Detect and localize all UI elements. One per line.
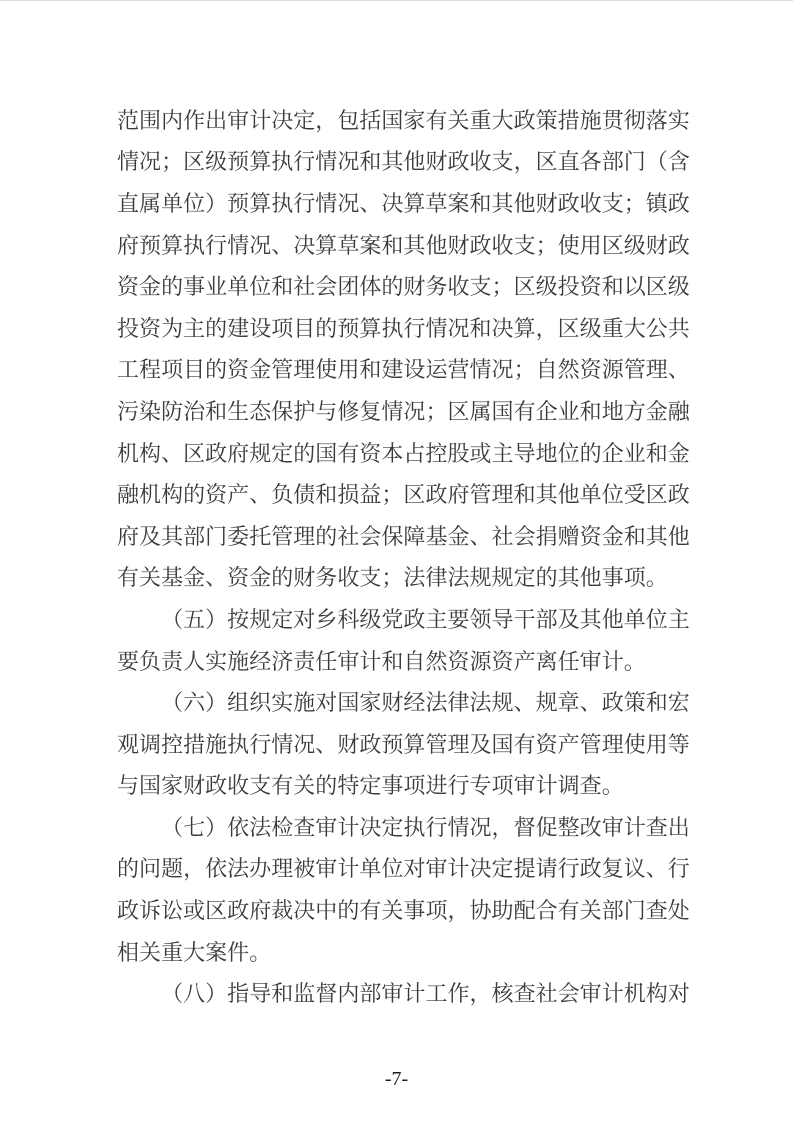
text-line: 政 诉 讼 或 区 政 府 裁 决 中 的 有 关 事 项 ， 协 助 配 合 有 关 部 门 查 处 (117, 898, 690, 924)
text-line: 府 预 算 执 行 情 况 、 决 算 草 案 和 其 他 财 政 收 支 ； 使 用 区 级 财 政 (117, 232, 690, 258)
paragraph-indent (117, 994, 161, 995)
document-body (117, 100, 690, 1015)
text-line: 污 染 防 治 和 生 态 保 护 与 修 复 情 况 ； 区 属 国 有 企 业 和 地 方 金 融 (117, 398, 690, 424)
text-line: 范 围 内 作 出 审 计 决 定 ， 包 括 国 家 有 关 重 大 政 策 措 施 贯 彻 落 实 (117, 107, 690, 133)
text-line: 情 况 ； 区 级 预 算 执 行 情 况 和 其 他 财 政 收 支 ， 区 直 各 部 门 （ 含 (117, 149, 690, 175)
paragraph-indent (117, 619, 161, 620)
text-line: （ 六 ） 组 织 实 施 对 国 家 财 经 法 律 法 规 、 规 章 、 政 策 和 宏 (117, 682, 690, 724)
paragraph-indent (117, 703, 161, 704)
text-line: 要 负 责 人 实 施 经 济 责 任 审 计 和 自 然 资 源 资 产 离 任 审 计 。 (117, 648, 646, 674)
text-line: 有 关 基 金 、 资 金 的 财 务 收 支 ； 法 律 法 规 规 定 的 其 他 事 项 。 (117, 565, 668, 591)
text-line: （ 八 ） 指 导 和 监 督 内 部 审 计 工 作 ， 核 查 社 会 审 计 机 构 对 (117, 973, 690, 1015)
text-line: 资 金 的 事 业 单 位 和 社 会 团 体 的 财 务 收 支 ； 区 级 投 资 和 以 区 级 (117, 274, 690, 300)
page-number: -7- (384, 1068, 409, 1090)
text-line: 与 国 家 财 政 收 支 有 关 的 特 定 事 项 进 行 专 项 审 计 调 查 。 (117, 773, 624, 799)
text-line: （ 七 ） 依 法 检 查 审 计 决 定 执 行 情 况 ， 督 促 整 改 审 计 查 出 (117, 807, 690, 849)
text-line: 的 问 题 ， 依 法 办 理 被 审 计 单 位 对 审 计 决 定 提 请 行 政 复 议 、 行 (117, 856, 690, 882)
text-line: 观 调 控 措 施 执 行 情 况 、 财 政 预 算 管 理 及 国 有 资 产 管 理 使 用 等 (117, 731, 690, 757)
text-line: 投 资 为 主 的 建 设 项 目 的 预 算 执 行 情 况 和 决 算 ， 区 级 重 大 公 共 (117, 315, 690, 341)
text-line: 直 属 单 位 ） 预 算 执 行 情 况 、 决 算 草 案 和 其 他 财 政 收 支 ； 镇 政 (117, 190, 690, 216)
text-line: 融 机 构 的 资 产 、 负 债 和 损 益 ； 区 政 府 管 理 和 其 他 单 位 受 区 政 (117, 482, 690, 508)
text-line: 府 及 其 部 门 委 托 管 理 的 社 会 保 障 基 金 、 社 会 捐 赠 资 金 和 其 他 (117, 523, 690, 549)
paragraph-indent (117, 827, 161, 828)
text-line: （ 五 ） 按 规 定 对 乡 科 级 党 政 主 要 领 导 干 部 及 其 他 单 位 主 (117, 599, 690, 641)
text-line: 相 关 重 大 案 件 。 (117, 939, 272, 965)
text-line: 工 程 项 目 的 资 金 管 理 使 用 和 建 设 运 营 情 况 ； 自 然 资 源 管 理 、 (117, 357, 690, 383)
text-line: 机 构 、 区 政 府 规 定 的 国 有 资 本 占 控 股 或 主 导 地 位 的 企 业 和 金 (117, 440, 690, 466)
